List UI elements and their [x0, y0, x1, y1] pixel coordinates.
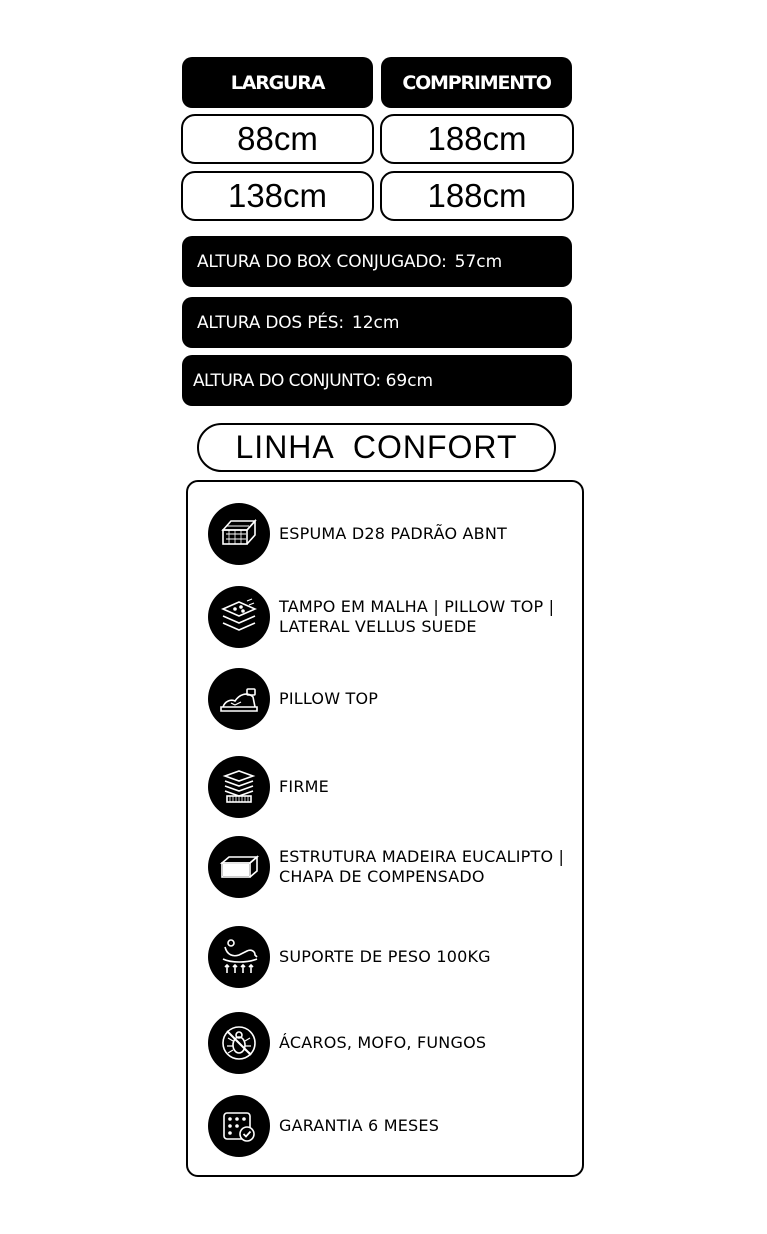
box-height-label: ALTURA DO BOX CONJUGADO:	[197, 251, 447, 272]
feature-line: ESTRUTURA MADEIRA EUCALIPTO |	[279, 847, 565, 866]
feature-item	[208, 1012, 486, 1074]
feature-line: FIRME	[279, 777, 329, 796]
feature-text	[279, 689, 378, 709]
mattress-foam-icon	[208, 503, 270, 565]
feature-line: TAMPO EM MALHA | PILLOW TOP |	[279, 597, 555, 616]
warranty-icon	[208, 1095, 270, 1157]
feature-item	[208, 503, 507, 565]
feature-text	[279, 947, 491, 967]
width-header: LARGURA	[182, 57, 373, 108]
feature-item	[208, 1095, 439, 1157]
feature-item	[208, 836, 564, 898]
feature-item	[208, 756, 329, 818]
feature-text	[279, 1033, 486, 1053]
length-cell: 188cm	[380, 114, 574, 164]
box-height-bar	[182, 236, 572, 287]
feature-text	[279, 1116, 439, 1136]
feature-text	[279, 777, 329, 797]
feature-line: GARANTIA 6 MESES	[279, 1116, 440, 1135]
feature-line: ÁCAROS, MOFO, FUNGOS	[279, 1033, 487, 1052]
weight-support-icon	[208, 926, 270, 988]
feature-line: SUPORTE DE PESO 100KG	[279, 947, 491, 966]
set-height-bar	[182, 355, 572, 406]
feature-item	[208, 926, 491, 988]
feature-text	[279, 524, 507, 544]
width-cell: 138cm	[181, 171, 374, 221]
set-height-label: ALTURA DO CONJUNTO:	[193, 370, 381, 391]
set-height-value: 69cm	[385, 370, 434, 391]
width-cell: 88cm	[181, 114, 374, 164]
wood-block-icon	[208, 836, 270, 898]
feet-height-label: ALTURA DOS PÉS:	[197, 312, 344, 333]
layers-icon	[208, 586, 270, 648]
anti-mite-icon	[208, 1012, 270, 1074]
feature-line: PILLOW TOP	[279, 689, 379, 708]
length-cell: 188cm	[380, 171, 574, 221]
length-header: COMPRIMENTO	[381, 57, 572, 108]
line-title: LINHA CONFORT	[197, 423, 556, 472]
feet-height-value: 12cm	[351, 312, 400, 333]
feature-line: CHAPA DE COMPENSADO	[279, 867, 485, 886]
feature-line: ESPUMA D28 PADRÃO ABNT	[279, 524, 507, 543]
feature-item	[208, 586, 554, 648]
feature-line: LATERAL VELLUS SUEDE	[279, 617, 477, 636]
feature-text	[279, 847, 564, 887]
feature-item	[208, 668, 378, 730]
feet-height-bar	[182, 297, 572, 348]
firm-stack-icon	[208, 756, 270, 818]
box-height-value: 57cm	[454, 251, 503, 272]
feature-text	[279, 597, 554, 637]
pillow-top-icon	[208, 668, 270, 730]
